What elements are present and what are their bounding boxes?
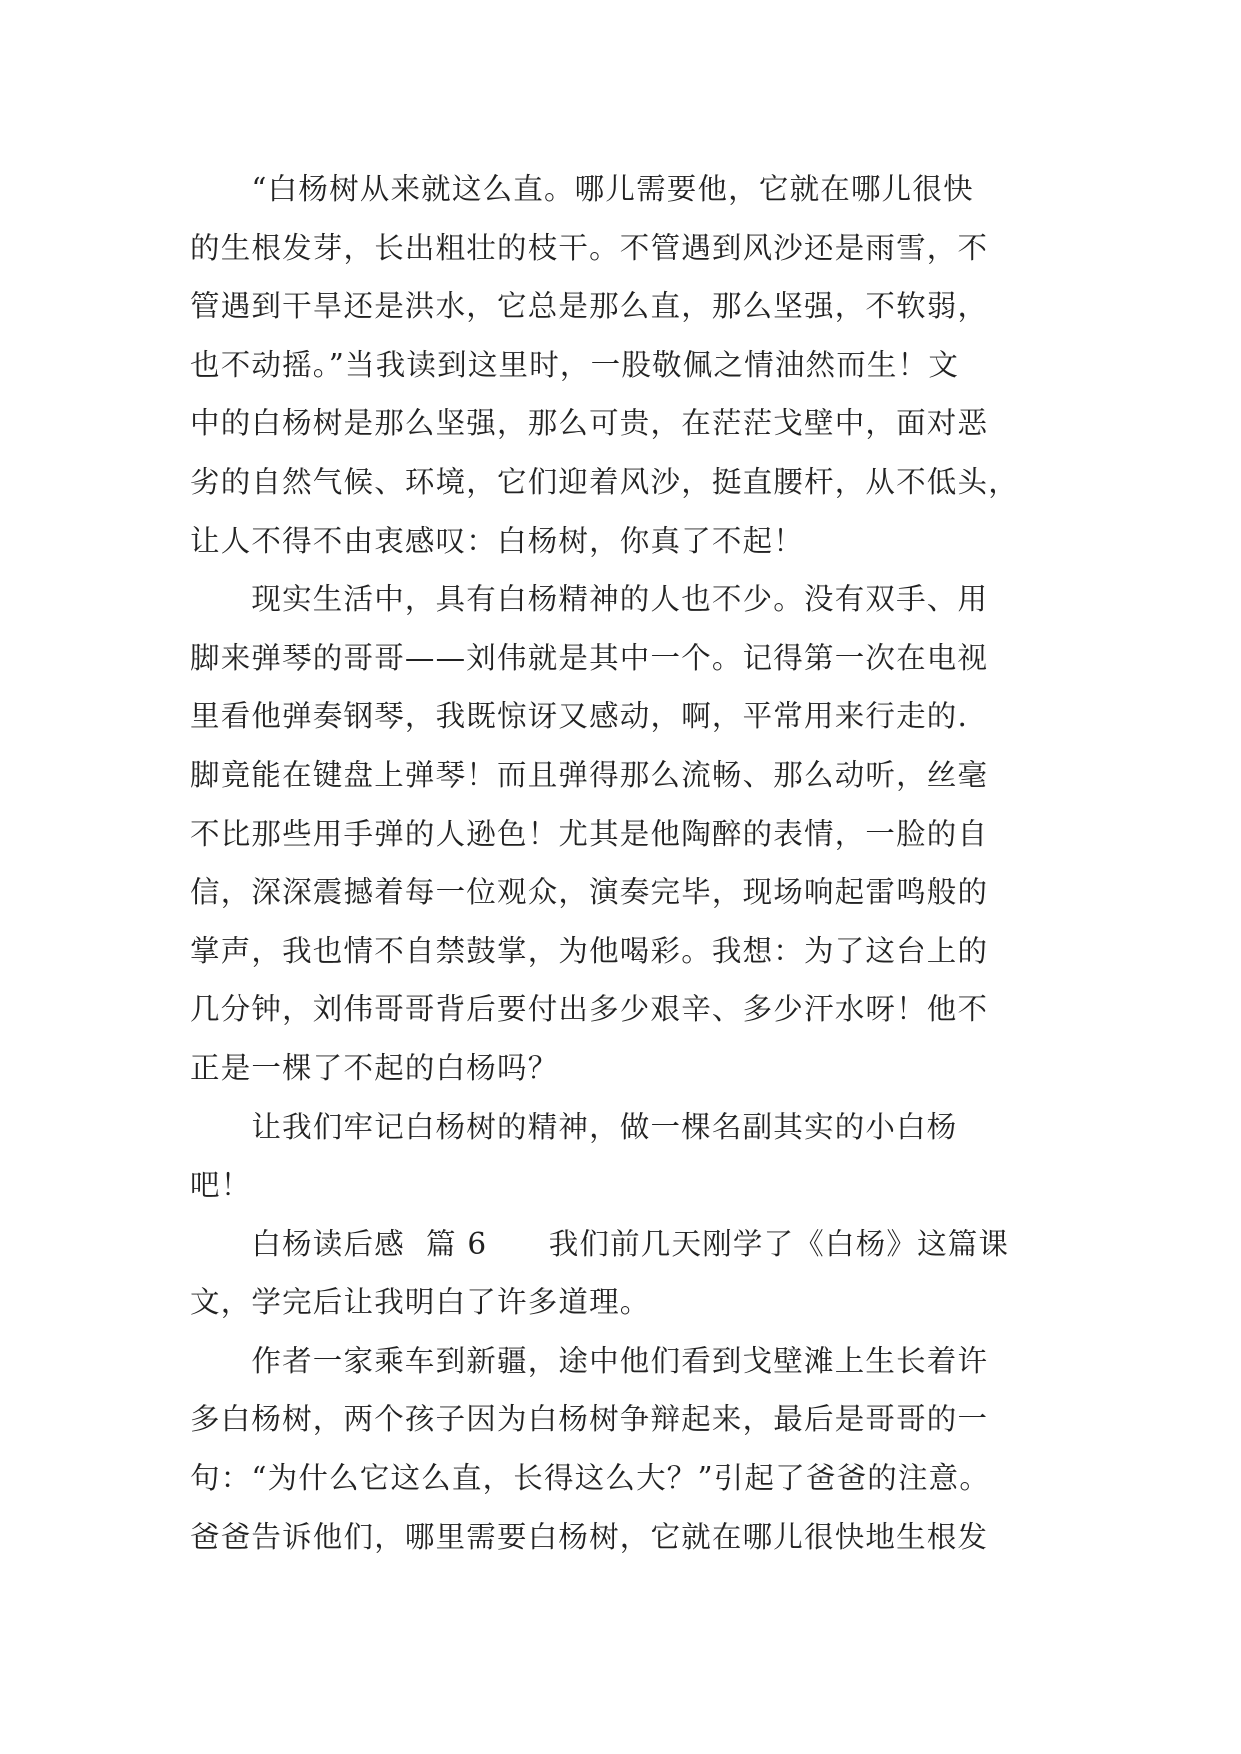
text-line: 的生根发芽，长出粗壮的枝干。不管遇到风沙还是雨雪，不: [190, 230, 989, 265]
text-line: 劣的自然气候、环境，它们迎着风沙，挺直腰杆，从不低头，: [190, 464, 1019, 499]
body-text: [190, 160, 1075, 1566]
text-line: 信，深深震撼着每一位观众，演奏完毕，现场响起雷鸣般的: [190, 875, 989, 910]
text-line: 作者一家乘车到新疆，途中他们看到戈壁滩上生长着许: [190, 1343, 989, 1378]
text-line: 几分钟，刘伟哥哥背后要付出多少艰辛、多少汗水呀！他不: [190, 992, 989, 1027]
text-line: 中的白杨树是那么坚强，那么可贵，在茫茫戈壁中，面对恶: [190, 406, 989, 441]
text-line: 正是一棵了不起的白杨吗？: [190, 1050, 559, 1085]
text-line: 吧！: [190, 1168, 252, 1203]
text-line: “白杨树从来就这么直。哪儿需要他，它就在哪儿很快: [190, 172, 974, 206]
text-line: 爸爸告诉他们，哪里需要白杨树，它就在哪儿很快地生根发: [190, 1519, 989, 1554]
text-line: 句：“为什么它这么直，长得这么大？”引起了爸爸的注意。: [190, 1461, 991, 1496]
text-line: 现实生活中，具有白杨精神的人也不少。没有双手、用: [190, 582, 989, 617]
text-line: 文，学完后让我明白了许多道理。: [190, 1285, 651, 1320]
section-heading-line: 白杨读后感 篇 6 我们前几天刚学了《白杨》这篇课: [190, 1226, 1010, 1261]
text-line: 让我们牢记白杨树的精神，做一棵名副其实的小白杨: [190, 1109, 958, 1144]
text-line: 脚竟能在键盘上弹琴！而且弹得那么流畅、那么动听，丝毫: [190, 757, 989, 792]
text-line: 管遇到干旱还是洪水，它总是那么直，那么坚强，不软弱，: [190, 289, 989, 324]
text-line: 脚来弹琴的哥哥——刘伟就是其中一个。记得第一次在电视: [190, 640, 989, 675]
text-line: 也不动摇。”当我读到这里时，一股敬佩之情油然而生！文: [190, 347, 960, 382]
text-line: 多白杨树，两个孩子因为白杨树争辩起来，最后是哥哥的一: [190, 1402, 989, 1437]
text-line: 掌声，我也情不自禁鼓掌，为他喝彩。我想：为了这台上的: [190, 933, 989, 968]
text-line: 不比那些用手弹的人逊色！尤其是他陶醉的表情，一脸的自: [190, 816, 989, 851]
text-line: 里看他弹奏钢琴，我既惊讶又感动，啊，平常用来行走的.: [190, 699, 969, 734]
text-line: 让人不得不由衷感叹：白杨树，你真了不起！: [190, 523, 805, 558]
